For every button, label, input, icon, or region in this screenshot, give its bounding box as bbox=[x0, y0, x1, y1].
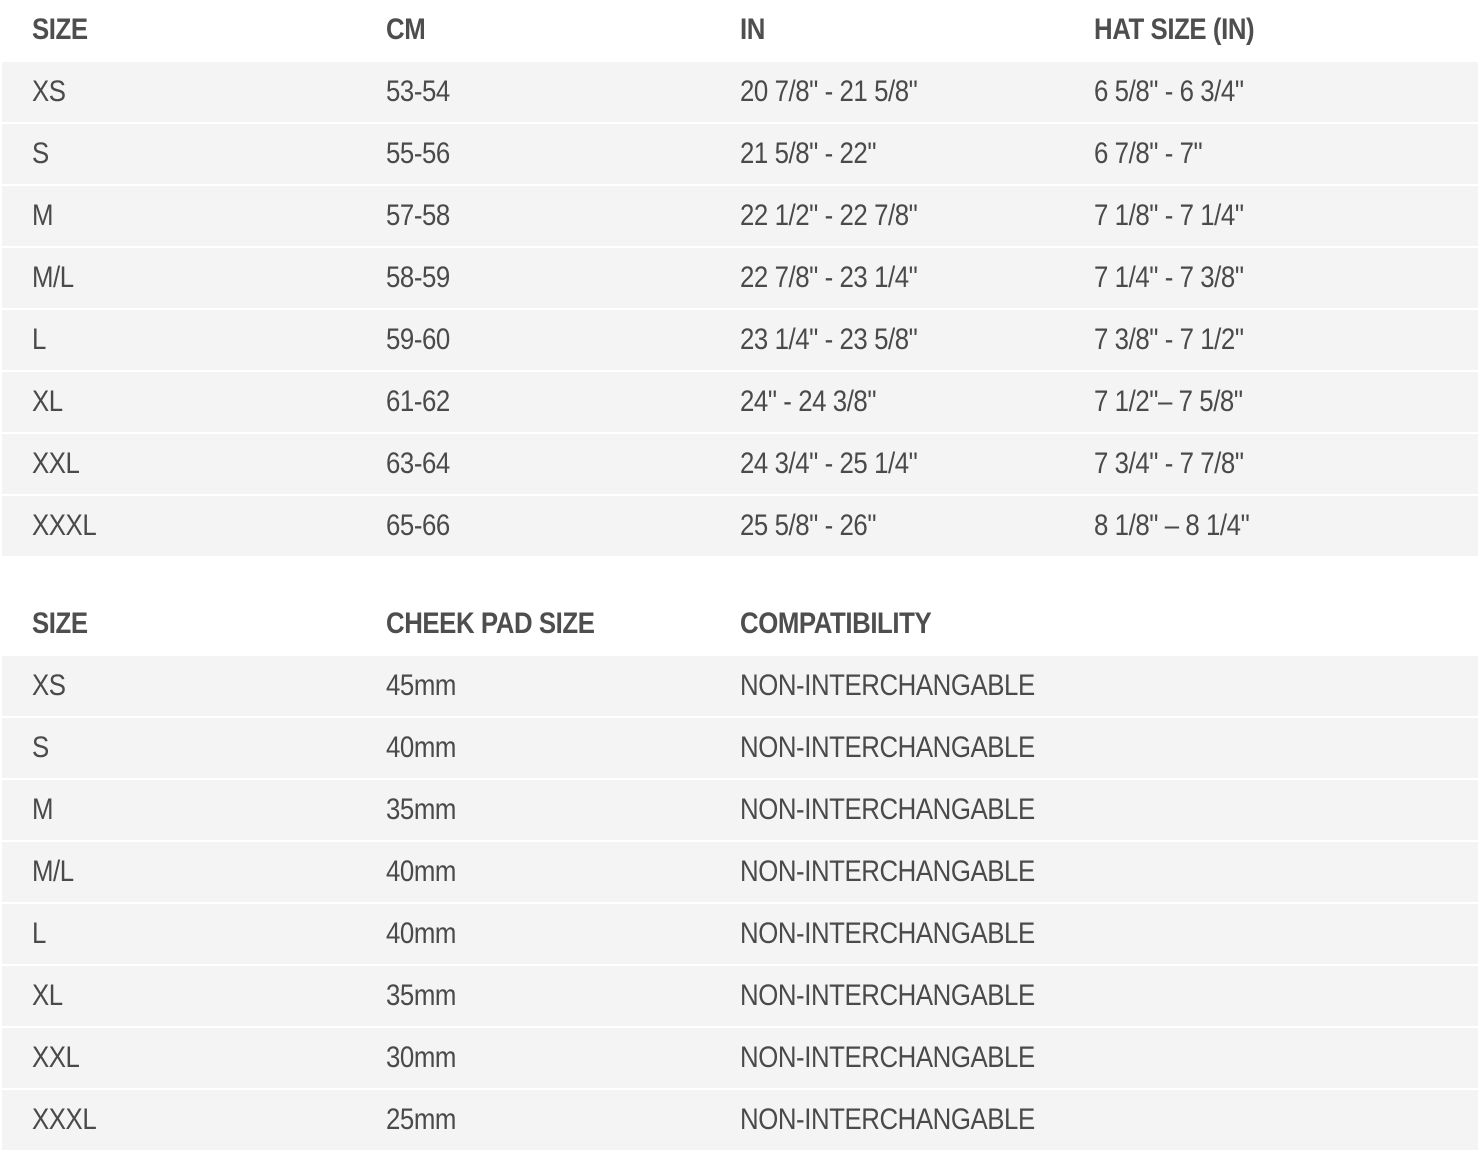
cm-cell: 63-64 bbox=[386, 447, 450, 480]
in-cell: 20 7/8" - 21 5/8" bbox=[740, 75, 918, 108]
cm-cell: 58-59 bbox=[386, 261, 450, 294]
compatibility-cell: NON-INTERCHANGABLE bbox=[740, 793, 1035, 826]
in-cell: 24 3/4" - 25 1/4" bbox=[740, 447, 918, 480]
cm-cell: 59-60 bbox=[386, 323, 450, 356]
size-cell: S bbox=[32, 137, 49, 170]
compatibility-cell: NON-INTERCHANGABLE bbox=[740, 917, 1035, 950]
size-cell: XS bbox=[32, 75, 66, 108]
table-row bbox=[2, 1090, 1478, 1150]
cheek-pad-size-cell: 30mm bbox=[386, 1041, 456, 1074]
cheek-pad-size-cell: 35mm bbox=[386, 979, 456, 1012]
cm-cell: 53-54 bbox=[386, 75, 450, 108]
size-cell: XL bbox=[32, 385, 63, 418]
hat-size-cell: 7 1/2"– 7 5/8" bbox=[1094, 385, 1243, 418]
compatibility-cell: NON-INTERCHANGABLE bbox=[740, 855, 1035, 888]
hat-size-cell: 6 5/8" - 6 3/4" bbox=[1094, 75, 1244, 108]
size-cell: XXL bbox=[32, 1041, 80, 1074]
column-header-hat-size: HAT SIZE (IN) bbox=[1094, 13, 1255, 46]
cheek-pad-size-cell: 40mm bbox=[386, 917, 456, 950]
table-row bbox=[2, 966, 1478, 1026]
table-row bbox=[2, 718, 1478, 778]
size-cell: XL bbox=[32, 979, 63, 1012]
in-cell: 21 5/8" - 22" bbox=[740, 137, 877, 170]
column-header-in: IN bbox=[740, 13, 765, 46]
table-row bbox=[2, 1028, 1478, 1088]
table-row bbox=[2, 496, 1478, 556]
hat-size-cell: 7 1/8" - 7 1/4" bbox=[1094, 199, 1244, 232]
compatibility-cell: NON-INTERCHANGABLE bbox=[740, 731, 1035, 764]
in-cell: 25 5/8" - 26" bbox=[740, 509, 877, 542]
table-row bbox=[2, 780, 1478, 840]
table-row bbox=[2, 434, 1478, 494]
column-header-compatibility: COMPATIBILITY bbox=[740, 607, 932, 640]
table-header-row bbox=[2, 594, 1478, 654]
table-row bbox=[2, 310, 1478, 370]
cheek-pad-size-cell: 35mm bbox=[386, 793, 456, 826]
in-cell: 22 7/8" - 23 1/4" bbox=[740, 261, 918, 294]
column-header-size: SIZE bbox=[32, 607, 88, 640]
table-row bbox=[2, 248, 1478, 308]
size-cell: L bbox=[32, 917, 46, 950]
size-cell: S bbox=[32, 731, 49, 764]
hat-size-cell: 7 3/8" - 7 1/2" bbox=[1094, 323, 1244, 356]
table-row bbox=[2, 372, 1478, 432]
table-row bbox=[2, 656, 1478, 716]
size-cell: XXL bbox=[32, 447, 80, 480]
size-cell: XS bbox=[32, 669, 66, 702]
column-header-size: SIZE bbox=[32, 13, 88, 46]
size-cell: M bbox=[32, 793, 54, 826]
table-header-row bbox=[2, 0, 1478, 60]
size-cell: M bbox=[32, 199, 54, 232]
cheek-pad-size-cell: 45mm bbox=[386, 669, 456, 702]
size-cell: XXXL bbox=[32, 509, 97, 542]
cm-cell: 61-62 bbox=[386, 385, 450, 418]
compatibility-cell: NON-INTERCHANGABLE bbox=[740, 669, 1035, 702]
compatibility-cell: NON-INTERCHANGABLE bbox=[740, 1041, 1035, 1074]
in-cell: 22 1/2" - 22 7/8" bbox=[740, 199, 918, 232]
column-header-cm: CM bbox=[386, 13, 426, 46]
column-header-cheek-pad-size: CHEEK PAD SIZE bbox=[386, 607, 595, 640]
table-row bbox=[2, 186, 1478, 246]
compatibility-cell: NON-INTERCHANGABLE bbox=[740, 1103, 1035, 1136]
size-fit-table bbox=[2, 0, 1478, 558]
hat-size-cell: 6 7/8" - 7" bbox=[1094, 137, 1203, 170]
table-row bbox=[2, 904, 1478, 964]
size-cell: M/L bbox=[32, 855, 74, 888]
cm-cell: 57-58 bbox=[386, 199, 450, 232]
compatibility-cell: NON-INTERCHANGABLE bbox=[740, 979, 1035, 1012]
size-cell: XXXL bbox=[32, 1103, 97, 1136]
size-cell: M/L bbox=[32, 261, 74, 294]
cm-cell: 65-66 bbox=[386, 509, 450, 542]
hat-size-cell: 7 1/4" - 7 3/8" bbox=[1094, 261, 1244, 294]
in-cell: 23 1/4" - 23 5/8" bbox=[740, 323, 918, 356]
size-cell: L bbox=[32, 323, 46, 356]
cheek-pad-size-cell: 25mm bbox=[386, 1103, 456, 1136]
table-row bbox=[2, 842, 1478, 902]
hat-size-cell: 7 3/4" - 7 7/8" bbox=[1094, 447, 1244, 480]
cheek-pad-size-cell: 40mm bbox=[386, 731, 456, 764]
table-row bbox=[2, 124, 1478, 184]
hat-size-cell: 8 1/8" – 8 1/4" bbox=[1094, 509, 1250, 542]
cheek-pad-table bbox=[2, 594, 1478, 1152]
cheek-pad-size-cell: 40mm bbox=[386, 855, 456, 888]
cm-cell: 55-56 bbox=[386, 137, 450, 170]
table-row bbox=[2, 62, 1478, 122]
in-cell: 24" - 24 3/8" bbox=[740, 385, 877, 418]
